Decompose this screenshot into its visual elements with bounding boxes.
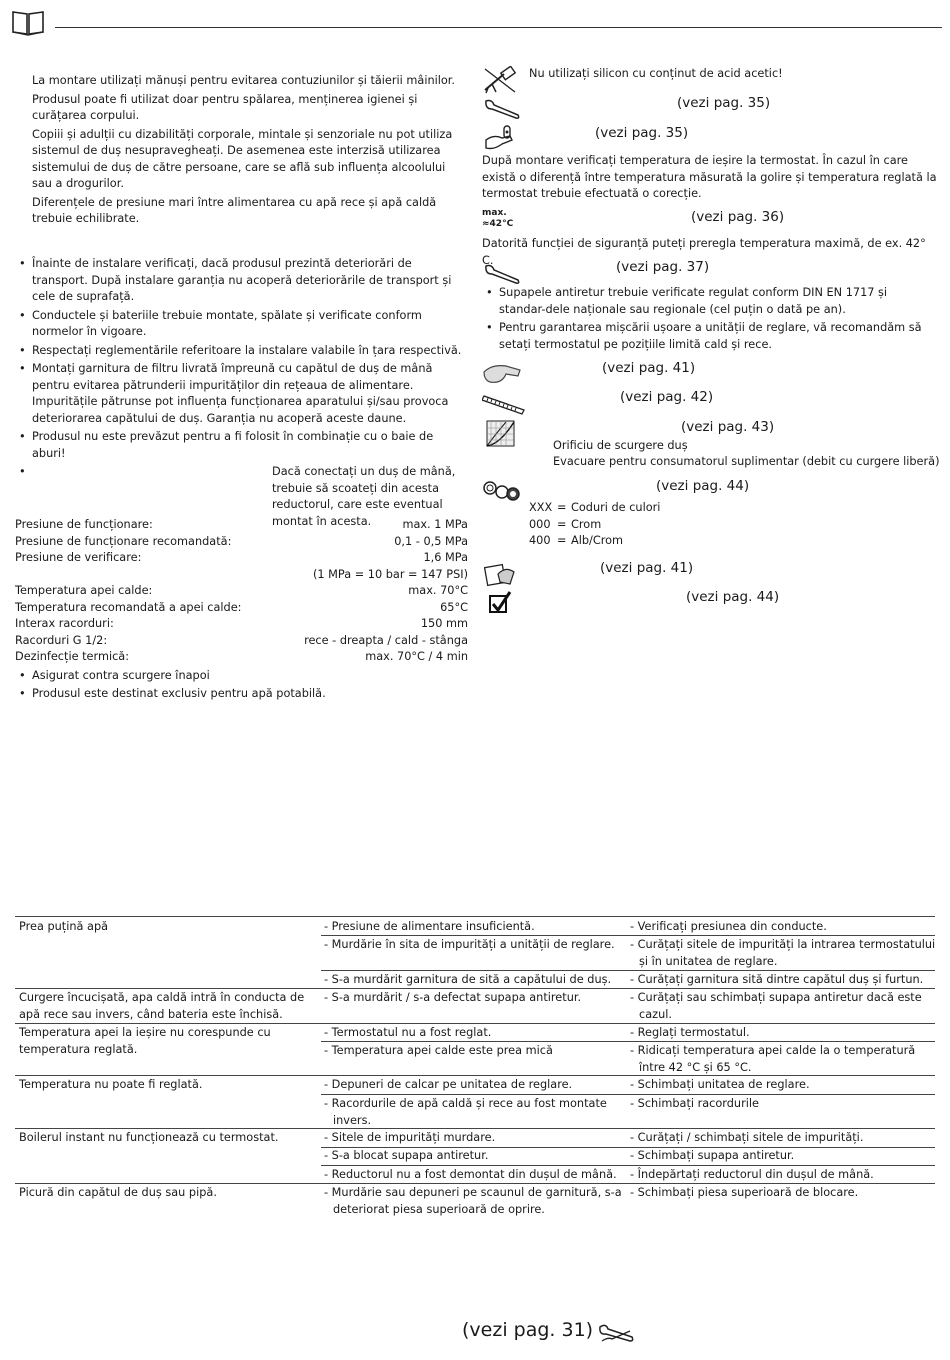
cause-cell: - Murdărie în sita de impurități a unității de reglare.: [324, 938, 615, 951]
list-item: • Produsul nu este prevăzut pentru a fi folosit în combinație cu o baie de aburi!: [15, 429, 468, 462]
book-icon: [11, 8, 45, 42]
problem-cell: Temperatura apei la ieșire nu corespunde cu temperatura reglată.: [19, 1026, 271, 1056]
color-code: 000: [529, 517, 551, 531]
table-rule: [15, 1128, 935, 1129]
remedy-cell: - Verificați presiunea din conducte.: [630, 920, 827, 933]
remedy-cell: - Curățați sau schimbați supapa antiretur dacă este cazul.: [630, 991, 922, 1021]
equals: =: [557, 534, 567, 547]
list-item: • Montați garnitura de filtru livrată împreună cu capătul de duș de mână pentru evitarea pătrunderii impurităților din rețeaua de alimentare. Impuritățile pătrunse pot influența funcționarea aparatului și/sau provoca deteriorarea capătului de duș. Garanția nu acoperă aceste daune.: [15, 361, 468, 427]
table-rule: [15, 1023, 935, 1024]
color-name: Coduri de culori: [571, 501, 661, 514]
page-ref: (vezi pag. 37): [616, 259, 710, 275]
color-code-row: [529, 517, 660, 534]
spare-parts-icon: [482, 480, 522, 508]
page-ref: (vezi pag. 42): [620, 389, 714, 405]
color-name: Crom: [571, 517, 602, 531]
cause-cell: - Presiune de alimentare insuficientă.: [324, 920, 535, 933]
problem-cell: Picură din capătul de duș sau pipă.: [19, 1186, 217, 1199]
problem-cell: Prea puțină apă: [19, 920, 109, 933]
spec-value: rece - dreapta / cald - stânga: [304, 633, 468, 647]
list-item: • Înainte de instalare verificați, dacă produsul prezintă deteriorări de transport. După instalare garanția nu acoperă deteriorările de transport și cele de suprafață.: [15, 256, 468, 306]
problem-cell: Boilerul instant nu funcționează cu termostat.: [19, 1131, 279, 1144]
safety-para: Produsul poate fi utilizat doar pentru spălarea, menținerea igienei și curățarea corpului.: [32, 92, 418, 122]
max-temp-label: [482, 208, 513, 230]
list-item: • Asigurat contra scurgere înapoi: [15, 668, 468, 685]
table-rule: [321, 970, 935, 971]
spec-row: [15, 517, 468, 534]
color-name: Alb/Crom: [571, 534, 624, 547]
list-item: • Conductele și bateriile trebuie montate, spălate și verificate conform normelor în vigoare.: [15, 308, 468, 341]
cause-cell: - S-a murdărit garnitura de sită a capătului de duș.: [324, 973, 612, 986]
table-rule: [15, 1075, 935, 1076]
problem-cell: Temperatura nu poate fi reglată.: [19, 1078, 203, 1091]
cleaning-icon: [484, 560, 516, 594]
cause-cell: - Racordurile de apă caldă și rece au fost montate invers.: [324, 1097, 607, 1127]
table-rule: [15, 916, 935, 917]
spec-value: 0,1 - 0,5 MPa: [394, 534, 468, 548]
spec-row: [15, 633, 468, 650]
safety-para: Diferențele de presiune mari între alimentarea cu apă rece și apă caldă trebuie echilibrate.: [32, 195, 437, 225]
footer-page-ref: (vezi pag. 31): [462, 1319, 594, 1341]
spec-label: Temperatura apei calde:: [15, 584, 153, 597]
check-temp-text: După montare verificați temperatura de ieșire la termostat. În cazul în care există o diferență între temperatura măsurată la golire și temperatura reglată la termostat trebuie efectuată o corecție.: [482, 154, 937, 200]
color-code-row: [529, 533, 660, 550]
page-ref: (vezi pag. 44): [656, 478, 750, 494]
spec-row: [15, 583, 468, 600]
safety-para: Copiii și adulții cu dizabilități corporale, mintale și senzoriale nu pot utiliza sistemul de duș nesupravegheați. De asemenea este interzisă utilizarea sistemului de duș de către persoane, care se află sub influența alcoolului sau a drogurilor.: [32, 127, 453, 190]
table-rule: [15, 988, 935, 989]
list-item-text: • Dacă conectați un duș de mână, trebuie să scoateți din acesta reductorul, care este eventual montat în acesta.: [272, 465, 456, 528]
spec-label: Dezinfecție termică:: [15, 650, 130, 663]
safety-section: [15, 73, 468, 228]
cause-cell: - S-a murdărit / s-a defectat supapa antiretur.: [324, 991, 582, 1004]
wrench-icon: [482, 97, 522, 127]
equals: =: [557, 501, 567, 514]
hand-cleaning-icon: [482, 360, 522, 392]
remedy-cell: - Schimbați piesa superioară de blocare.: [630, 1186, 859, 1199]
remedy-cell: - Reglați termostatul.: [630, 1026, 750, 1039]
spec-value: max. 70°C / 4 min: [365, 650, 468, 663]
spec-value: (1 MPa = 10 bar = 147 PSI): [312, 567, 468, 581]
spec-row: [15, 550, 468, 567]
page-ref: (vezi pag. 35): [595, 125, 689, 141]
cause-cell: - Temperatura apei calde este prea mică: [324, 1044, 553, 1057]
wrench-icon: [596, 1321, 636, 1353]
page-ref: (vezi pag. 41): [600, 560, 694, 576]
list-item: • Pentru garantarea mișcării ușoare a unității de reglare, vă recomandăm să setați termostatul pe pozițiile limită cald și rece.: [482, 320, 937, 353]
color-code: 400: [529, 534, 551, 547]
remedy-cell: - Curățați sitele de impurități la intrarea termostatului și în unitatea de reglare.: [630, 938, 936, 968]
page-ref: (vezi pag. 36): [691, 209, 785, 225]
spec-value: 150 mm: [420, 617, 468, 630]
list-item: • Respectați reglementările referitoare la instalare valabile în țara respectivă.: [15, 343, 468, 360]
table-rule: [321, 1041, 935, 1042]
spec-row: [15, 567, 468, 584]
spec-label: Presiune de verificare:: [15, 551, 142, 564]
spec-label: Temperatura recomandată a apei calde:: [15, 600, 242, 614]
remedy-cell: - Schimbați unitatea de reglare.: [630, 1078, 810, 1091]
color-codes: [529, 500, 660, 550]
silicon-note: Nu utilizați silicon cu conținut de acid acetic!: [529, 67, 783, 80]
spec-row: [15, 649, 468, 666]
cause-cell: - Reductorul nu a fost demontat din dușul de mână.: [324, 1168, 617, 1181]
safety-para: La montare utilizați mănuși pentru evitarea contuziunilor și tăierii mâinilor.: [32, 74, 456, 87]
safety-function-text: Datorită funcției de siguranță puteți preregla temperatura maximă, de ex. 42° C.: [482, 237, 926, 267]
page-ref: (vezi pag. 43): [681, 419, 775, 435]
spec-value: 1,6 MPa: [423, 551, 468, 564]
cause-cell: - S-a blocat supapa antiretur.: [324, 1149, 489, 1162]
page-ref: (vezi pag. 35): [677, 95, 771, 111]
spec-row: [15, 616, 468, 633]
cause-cell: - Depuneri de calcar pe unitatea de reglare.: [324, 1078, 573, 1091]
remedy-cell: - Îndepărtați reductorul din dușul de mână.: [630, 1168, 874, 1181]
page-ref: (vezi pag. 41): [602, 360, 696, 376]
spec-value: max. 1 MPa: [402, 518, 468, 531]
remedy-cell: - Schimbați racordurile: [630, 1097, 759, 1110]
spec-value: 65°C: [440, 600, 468, 614]
table-rule: [321, 1094, 935, 1095]
cause-cell: - Sitele de impurități murdare.: [324, 1131, 496, 1144]
remedy-cell: - Ridicați temperatura apei calde la o temperatură între 42 °C și 65 °C.: [630, 1044, 916, 1074]
remedy-cell: - Schimbați supapa antiretur.: [630, 1149, 795, 1162]
spec-label: Interax racorduri:: [15, 617, 114, 630]
spec-value: max. 70°C: [408, 584, 468, 597]
header-rule: [55, 27, 942, 28]
page-ref: (vezi pag. 44): [686, 589, 780, 605]
cause-cell: - Murdărie sau depuneri pe scaunul de garnitură, s-a deteriorat piesa superioară de oprire.: [324, 1186, 622, 1216]
flow-diagram-icon: [486, 420, 516, 454]
list-item: • Produsul este destinat exclusiv pentru apă potabilă.: [15, 686, 468, 703]
table-rule: [321, 935, 935, 936]
spec-label: Presiune de funcționare recomandată:: [15, 534, 232, 548]
max-temp: ≈42°C: [482, 219, 514, 229]
spec-label: Racorduri G 1/2:: [15, 633, 108, 647]
spec-row: [15, 534, 468, 551]
spec-row: [15, 600, 468, 617]
flow-item: Orificiu de scurgere duș: [553, 439, 688, 452]
color-code: XXX: [529, 501, 553, 514]
silicon-gun-icon: [482, 66, 518, 100]
remedy-cell: - Curățați garnitura sită dintre capătul duș și furtun.: [630, 973, 924, 986]
max-label: max.: [482, 208, 507, 218]
color-code-row: [529, 500, 660, 517]
maintenance-notes: [482, 285, 937, 353]
cause-cell: - Termostatul nu a fost reglat.: [324, 1026, 492, 1039]
problem-cell: Curgere încucișată, apa caldă intră în conducta de apă rece sau invers, când bateria este închisă.: [19, 991, 305, 1021]
equals: =: [557, 517, 567, 531]
mounting-notes: [15, 256, 468, 530]
table-rule: [321, 1165, 935, 1166]
spec-table: [15, 517, 468, 703]
table-rule: [15, 1183, 935, 1184]
dimensions-icon: [482, 392, 526, 422]
spec-label: Presiune de funcționare:: [15, 518, 153, 531]
checkbox-icon: [488, 590, 514, 622]
remedy-cell: - Curățați / schimbați sitele de impurități.: [630, 1131, 864, 1144]
flow-item: Evacuare pentru consumatorul suplimentar (debit cu curgere liberă): [553, 455, 940, 468]
list-item: • Supapele antiretur trebuie verificate regulat conform DIN EN 1717 și standar-dele naționale sau regionale (cel puțin o dată pe an).: [482, 285, 937, 318]
